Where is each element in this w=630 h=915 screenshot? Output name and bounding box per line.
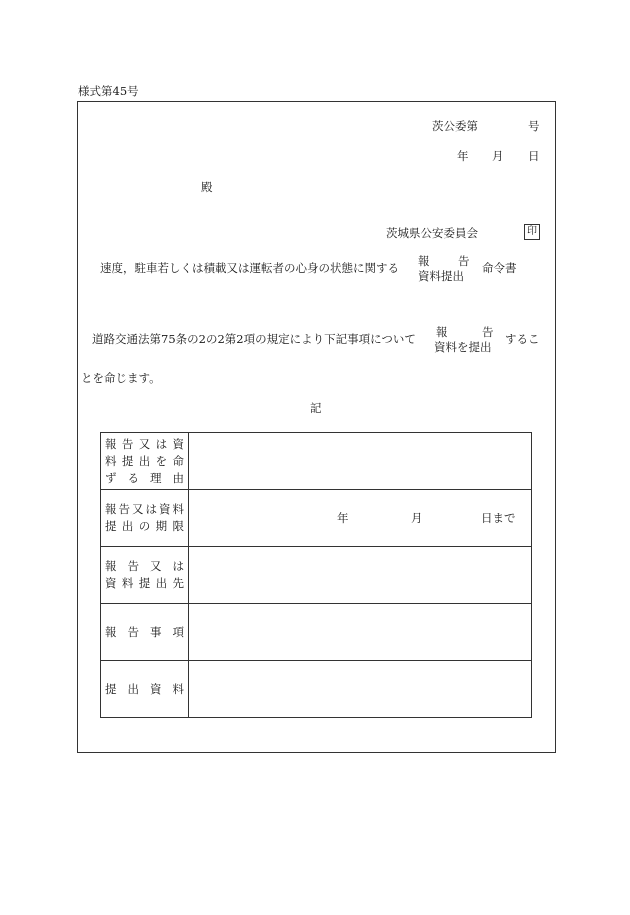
seal-char: 印 <box>527 226 537 237</box>
deadline-month: 月 <box>411 511 423 525</box>
label-char: 出 <box>121 519 134 533</box>
form-label: 様式第45号 <box>78 84 139 98</box>
report-items-value[interactable] <box>189 604 532 661</box>
label-char: 告 <box>121 436 134 451</box>
destination-label <box>101 547 189 604</box>
table-row <box>101 490 532 547</box>
label-line <box>105 681 184 698</box>
table-row <box>101 433 532 490</box>
label-line <box>105 470 184 487</box>
instruction-stack-top-right: 告 <box>482 325 494 339</box>
label-char: は <box>145 502 157 516</box>
label-char: ず <box>105 470 117 485</box>
label-char: 資 <box>105 576 117 590</box>
label-char: 料 <box>121 576 134 590</box>
title-stack-top-right: 告 <box>458 254 470 268</box>
label-char: 限 <box>172 519 184 533</box>
doc-number-suffix: 号 <box>528 119 540 133</box>
label-char: 期 <box>155 519 168 533</box>
label-char: 提 <box>121 453 134 468</box>
label-char: 資 <box>159 502 171 516</box>
label-char: 報 <box>105 502 117 516</box>
instruction-prefix: 道路交通法第75条の2の2第2項の規定により下記事項について <box>92 332 416 346</box>
label-line <box>105 518 184 535</box>
addressee-suffix: 殿 <box>201 180 213 194</box>
label-char: を <box>155 453 168 468</box>
label-line <box>105 501 184 518</box>
label-char: 出 <box>127 681 139 696</box>
label-line <box>105 436 184 453</box>
label-char: 料 <box>172 681 184 696</box>
seal-box <box>524 224 540 240</box>
deadline-day: 日まで <box>481 511 516 525</box>
label-char: 告 <box>127 624 139 639</box>
label-char: 料 <box>105 453 117 468</box>
label-line <box>105 575 184 592</box>
label-line <box>105 453 184 470</box>
deadline-label <box>101 490 189 547</box>
label-char: の <box>138 519 151 533</box>
label-char: 出 <box>138 453 151 468</box>
report-items-label <box>101 604 189 661</box>
materials-value[interactable] <box>189 661 532 718</box>
table-row <box>101 661 532 718</box>
instruction-wrap: とを命じます。 <box>81 371 161 385</box>
date-year: 年 <box>457 149 469 163</box>
label-char: 告 <box>127 559 139 573</box>
date-day: 日 <box>528 149 540 163</box>
label-char: 項 <box>172 624 184 639</box>
label-char: 資 <box>172 436 184 451</box>
label-char: 理 <box>150 470 162 485</box>
label-char: 報 <box>105 624 117 639</box>
destination-value[interactable] <box>189 547 532 604</box>
reason-label <box>101 433 189 490</box>
label-char: 資 <box>150 681 162 696</box>
label-line <box>105 624 184 641</box>
instruction-suffix: するこ <box>505 332 540 346</box>
deadline-year: 年 <box>337 511 349 525</box>
label-char: 提 <box>105 681 117 696</box>
label-char: 又 <box>150 559 162 573</box>
items-table <box>100 432 532 718</box>
label-char: る <box>127 470 139 485</box>
issuer-name: 茨城県公安委員会 <box>386 226 478 240</box>
instruction-stack-bottom: 資料を提出 <box>434 340 492 354</box>
label-char: 提 <box>138 576 151 590</box>
label-char: 告 <box>118 502 130 516</box>
label-char: 又 <box>138 436 151 451</box>
ki-heading: 記 <box>310 401 322 415</box>
label-char: 報 <box>105 559 117 573</box>
materials-label <box>101 661 189 718</box>
label-char: 由 <box>172 470 184 485</box>
table-row <box>101 547 532 604</box>
instruction-stack-top-left: 報 <box>436 325 448 339</box>
label-char: は <box>172 559 184 573</box>
label-char: 料 <box>172 502 184 516</box>
title-stack-top-left: 報 <box>418 254 430 268</box>
label-char: 出 <box>155 576 168 590</box>
deadline-value[interactable] <box>189 490 532 547</box>
title-suffix: 命令書 <box>482 261 517 275</box>
label-char: 又 <box>132 502 144 516</box>
reason-value[interactable] <box>189 433 532 490</box>
label-line <box>105 558 184 575</box>
label-char: 事 <box>150 624 162 639</box>
label-char: は <box>155 436 168 451</box>
title-prefix: 速度，駐車若しくは積載又は運転者の心身の状態に関する <box>100 261 399 275</box>
label-char: 報 <box>105 436 117 451</box>
date-month: 月 <box>492 149 504 163</box>
label-char: 提 <box>105 519 117 533</box>
label-char: 先 <box>172 576 184 590</box>
table-row <box>101 604 532 661</box>
doc-number-prefix: 茨公委第 <box>432 119 478 133</box>
title-stack-bottom: 資料提出 <box>418 269 464 283</box>
label-char: 命 <box>172 453 184 468</box>
